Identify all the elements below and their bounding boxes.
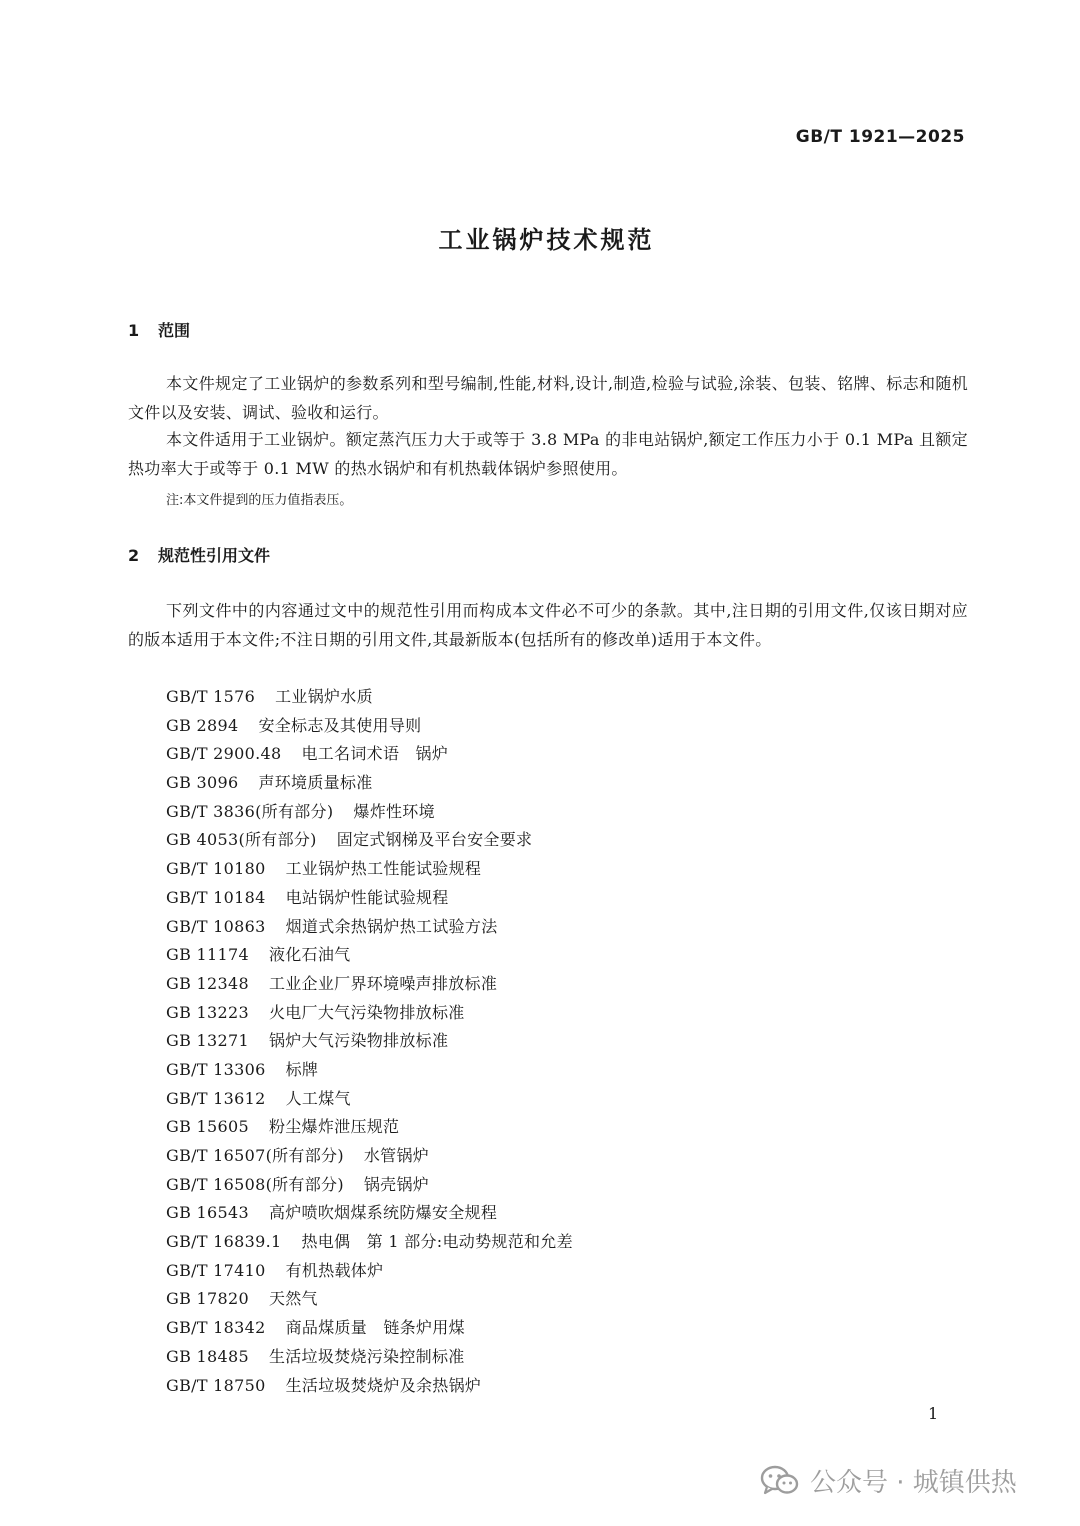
reference-item <box>166 1085 573 1114</box>
reference-item <box>166 712 573 741</box>
reference-item <box>166 1171 573 1200</box>
reference-code: GB 16543 <box>166 1203 249 1223</box>
reference-item <box>166 1372 573 1401</box>
reference-item <box>166 941 573 970</box>
reference-title: 火电厂大气污染物排放标准 <box>268 1002 465 1022</box>
reference-code: GB/T 16507(所有部分) <box>166 1146 344 1165</box>
reference-code: GB/T 10180 <box>166 859 266 879</box>
reference-title: 工业企业厂界环境噪声排放标准 <box>268 973 498 993</box>
reference-item <box>166 999 573 1028</box>
reference-code: GB 17820 <box>166 1289 249 1309</box>
reference-title: 爆炸性环境 <box>353 801 435 821</box>
reference-code: GB/T 18750 <box>166 1375 266 1395</box>
reference-title: 热电偶 第 1 部分:电动势规范和允差 <box>301 1232 573 1252</box>
reference-title: 水管锅炉 <box>363 1146 430 1165</box>
reference-title: 天然气 <box>268 1289 318 1309</box>
reference-title: 高炉喷吹烟煤系统防爆安全规程 <box>268 1203 498 1223</box>
reference-code: GB/T 3836(所有部分) <box>166 801 334 821</box>
reference-code: GB/T 10863 <box>166 916 266 936</box>
reference-item <box>166 1027 573 1056</box>
reference-title: 商品煤质量 链条炉用煤 <box>285 1318 465 1338</box>
reference-code: GB/T 10184 <box>166 887 266 907</box>
reference-code: GB 13223 <box>166 1002 249 1022</box>
reference-code: GB 13271 <box>166 1031 249 1051</box>
reference-title: 生活垃圾焚烧炉及余热锅炉 <box>285 1375 482 1395</box>
watermark <box>760 1462 1017 1499</box>
reference-code: GB/T 2900.48 <box>166 744 282 764</box>
reference-title: 锅壳锅炉 <box>363 1174 430 1194</box>
wechat-icon <box>760 1464 800 1498</box>
document-number: GB/T 1921—2025 <box>795 127 965 147</box>
reference-item <box>166 970 573 999</box>
reference-code: GB 3096 <box>166 773 239 793</box>
reference-title: 声环境质量标准 <box>258 773 373 793</box>
reference-title: 烟道式余热锅炉热工试验方法 <box>285 916 498 936</box>
reference-code: GB/T 13306 <box>166 1059 266 1079</box>
reference-title: 工业锅炉水质 <box>275 687 373 706</box>
reference-item <box>166 1314 573 1343</box>
reference-title: 电站锅炉性能试验规程 <box>285 887 449 907</box>
reference-code: GB/T 16839.1 <box>166 1232 282 1252</box>
reference-item <box>166 1228 573 1257</box>
section-1-paragraph-1: 本文件规定了工业锅炉的参数系列和型号编制,性能,材料,设计,制造,检验与试验,涂装、包装、铭牌、标志和随机文件以及安装、调试、验收和运行。 <box>128 374 968 422</box>
reference-code: GB 11174 <box>166 945 249 965</box>
reference-title: 粉尘爆炸泄压规范 <box>268 1117 400 1137</box>
reference-item <box>166 1257 573 1286</box>
reference-title: 工业锅炉热工性能试验规程 <box>285 859 482 879</box>
reference-code: GB 15605 <box>166 1117 249 1137</box>
reference-code: GB/T 17410 <box>166 1260 266 1280</box>
section-1-paragraph-2: 本文件适用于工业锅炉。额定蒸汽压力大于或等于 3.8 MPa 的非电站锅炉,额定工作压力小于 0.1 MPa 且额定热功率大于或等于 0.1 MW 的热水锅炉和有机热载体锅炉参照使用。 <box>128 430 968 478</box>
reference-item <box>166 1056 573 1085</box>
reference-item <box>166 855 573 884</box>
reference-item <box>166 740 573 769</box>
document-title: 工业锅炉技术规范 <box>438 226 655 254</box>
reference-item <box>166 826 573 855</box>
reference-item <box>166 884 573 913</box>
reference-title: 锅炉大气污染物排放标准 <box>268 1031 449 1051</box>
watermark-text: 公众号 · 城镇供热 <box>810 1468 1017 1498</box>
reference-code: GB/T 16508(所有部分) <box>166 1174 344 1194</box>
section-2-heading <box>128 543 270 566</box>
reference-title: 有机热载体炉 <box>285 1260 384 1280</box>
section-2-paragraph-1: 下列文件中的内容通过文中的规范性引用而构成本文件必不可少的条款。其中,注日期的引用文件,仅该日期对应的版本适用于本文件;不注日期的引用文件,其最新版本(包括所有的修改单)适用于本文件。 <box>128 601 968 649</box>
reference-item <box>166 1113 573 1142</box>
reference-item <box>166 1285 573 1314</box>
reference-title: 人工煤气 <box>285 1088 351 1108</box>
reference-title: 液化石油气 <box>268 945 351 965</box>
reference-title: 固定式钢梯及平台安全要求 <box>336 830 533 850</box>
reference-title: 安全标志及其使用导则 <box>258 715 422 735</box>
section-number: 1 <box>128 321 140 340</box>
reference-title: 标牌 <box>285 1059 319 1079</box>
reference-code: GB 4053(所有部分) <box>166 830 317 850</box>
reference-item <box>166 683 573 712</box>
reference-list <box>166 683 573 1400</box>
reference-item <box>166 1142 573 1171</box>
reference-code: GB 18485 <box>166 1346 249 1366</box>
section-1-heading <box>128 318 190 341</box>
reference-title: 电工名词术语 锅炉 <box>301 744 449 764</box>
reference-code: GB 12348 <box>166 973 249 993</box>
reference-code: GB 2894 <box>166 715 239 735</box>
reference-item <box>166 1199 573 1228</box>
reference-title: 生活垃圾焚烧污染控制标准 <box>268 1346 465 1366</box>
reference-item <box>166 769 573 798</box>
reference-item <box>166 1343 573 1372</box>
page-number: 1 <box>928 1404 939 1423</box>
section-number: 2 <box>128 546 140 565</box>
reference-code: GB/T 18342 <box>166 1318 266 1338</box>
section-1-note: 注:本文件提到的压力值指表压。 <box>166 493 353 508</box>
reference-item <box>166 913 573 942</box>
reference-code: GB/T 13612 <box>166 1088 266 1108</box>
reference-code: GB/T 1576 <box>166 687 256 706</box>
section-title: 规范性引用文件 <box>158 546 271 565</box>
reference-item <box>166 798 573 827</box>
section-title: 范围 <box>158 321 191 340</box>
